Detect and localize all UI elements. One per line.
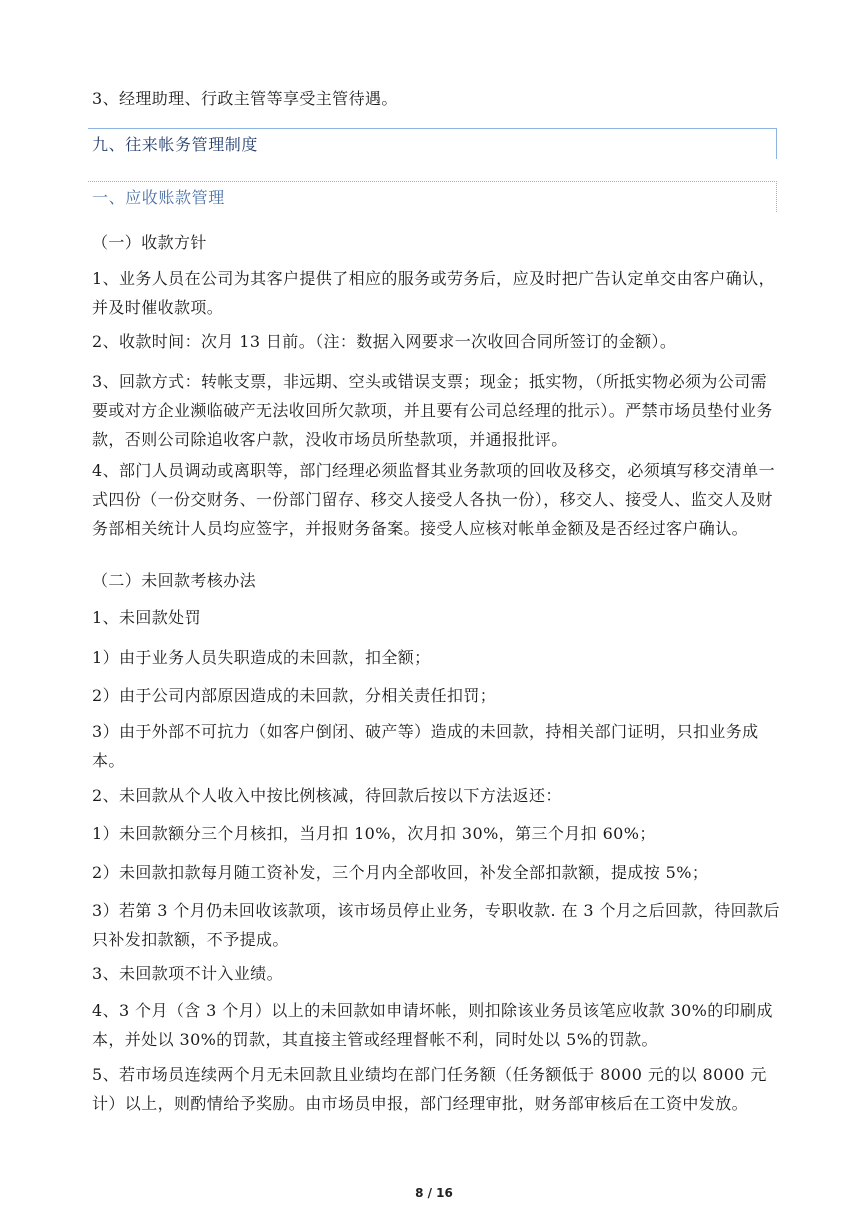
paragraph-deduction-3: 3）若第 3 个月仍未回收该款项，该市场员停止业务，专职收款. 在 3 个月之后回款，待回款后只补发扣款额，不予提成。 [92,901,780,949]
heading-box-receivables [88,181,777,212]
paragraph-bad-debt: 4、3 个月（含 3 个月）以上的未回款如申请坏帐，则扣除该业务员该笔应收款 30%的印刷成本，并处以 30%的罚款，其直接主管或经理督帐不利，同时处以 5%的罚款。 [92,1001,773,1049]
subheading-collection-policy: （一）收款方针 [92,233,207,252]
paragraph-policy-2: 2、收款时间：次月 13 日前。（注：数据入网要求一次收回合同所签订的金额）。 [92,332,677,351]
page-number: 8 / 16 [415,1186,453,1200]
paragraph-policy-3: 3、回款方式：转帐支票，非远期、空头或错误支票；现金；抵实物，（所抵实物必须为公司需要或对方企业濒临破产无法收回所欠款项，并且要有公司总经理的批示）。严禁市场员垫付业务款，否则公司除追收客户款，没收市场员所垫款项，并通报批评。 [92,372,773,449]
paragraph-deduction-1: 1）未回款额分三个月核扣，当月扣 10%，次月扣 30%，第三个月扣 60%； [92,824,656,843]
heading-receivables: 一、应收账款管理 [92,188,225,207]
paragraph-unpaid-penalty: 1、未回款处罚 [92,608,201,627]
heading-box-accounts-management [88,128,777,159]
paragraph-deduction: 2、未回款从个人收入中按比例核减，待回款后按以下方法返还： [92,786,562,805]
paragraph-policy-1: 1、业务人员在公司为其客户提供了相应的服务或劳务后，应及时把广告认定单交由客户确认，并及时催收款项。 [92,269,775,317]
subheading-unpaid-assessment: （二）未回款考核办法 [92,571,257,590]
paragraph-deduction-2: 2）未回款扣款每月随工资补发，三个月内全部收回，补发全部扣款额，提成按 5%； [92,863,709,882]
paragraph-policy-4: 4、部门人员调动或离职等，部门经理必须监督其业务款项的回收及移交，必须填写移交清单一式四份（一份交财务、一份部门留存、移交人接受人各执一份），移交人、接受人、监交人及财务部相关统计人员均应签字，并报财务备案。接受人应核对帐单金额及是否经过客户确认。 [92,461,775,538]
paragraph-penalty-2: 2）由于公司内部原因造成的未回款，分相关责任扣罚； [92,686,497,705]
paragraph-penalty-3: 3）由于外部不可抗力（如客户倒闭、破产等）造成的未回款，持相关部门证明，只扣业务成本。 [92,722,759,770]
paragraph-penalty-1: 1）由于业务人员失职造成的未回款，扣全额； [92,648,431,667]
paragraph-reward: 5、若市场员连续两个月无未回款且业绩均在部门任务额（任务额低于 8000 元的以 8000 元计）以上，则酌情给予奖励。由市场员申报，部门经理审批，财务部审核后在工资中发放。 [92,1065,767,1113]
heading-accounts-management: 九、往来帐务管理制度 [92,135,259,154]
paragraph-supervisor-treatment: 3、经理助理、行政主管等享受主管待遇。 [92,89,398,108]
paragraph-no-performance: 3、未回款项不计入业绩。 [92,964,283,983]
